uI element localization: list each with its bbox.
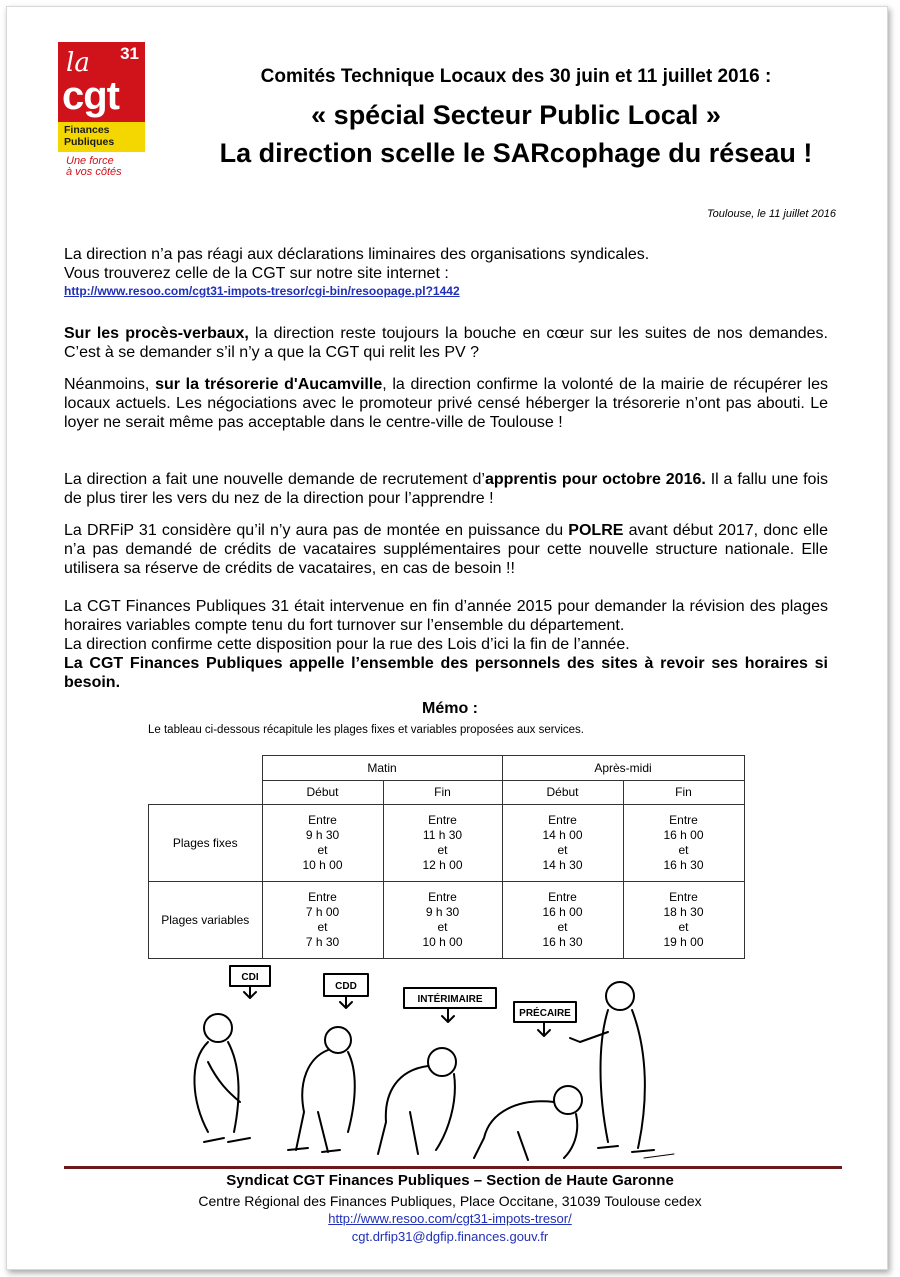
table-cell: Entre 16 h 00 et 16 h 30 <box>623 805 744 882</box>
col-header: Début <box>262 781 383 805</box>
table-cell: Entre 7 h 00 et 7 h 30 <box>262 882 383 959</box>
polre-bold: POLRE <box>568 522 624 539</box>
title-committees: Comités Technique Locaux des 30 juin et 11 juillet 2016 : <box>260 66 772 87</box>
label-cdd: CDD <box>335 981 357 992</box>
paragraph-aucamville <box>64 375 828 432</box>
app-text-b: Il a fallu une fois de plus tirer les vers du nez de la direction pour l’apprendre ! <box>64 471 829 507</box>
table-group-header-row <box>149 756 745 781</box>
document-date: Toulouse, le 11 juillet 2016 <box>706 208 836 220</box>
intro-line2: Vous trouverez celle de la CGT sur notre site internet : <box>64 265 449 282</box>
col-header: Début <box>502 781 623 805</box>
hor-bold: La CGT Finances Publiques appelle l’ensemble des personnels des sites à revoir ses horaires si besoin. <box>64 655 828 691</box>
logo-number: 31 <box>120 44 139 63</box>
group-header-matin: Matin <box>262 756 502 781</box>
row-label: Plages variables <box>149 882 263 959</box>
declaration-link[interactable]: http://www.resoo.com/cgt31-impots-tresor/cgi-bin/resoopage.pl?1442 <box>64 284 460 298</box>
col-header: Fin <box>623 781 744 805</box>
title-special: « spécial Secteur Public Local » <box>311 100 721 130</box>
table-cell: Entre 9 h 30 et 10 h 00 <box>262 805 383 882</box>
table-row <box>149 882 745 959</box>
logo-finances-publiques <box>64 124 114 148</box>
table-cell: Entre 14 h 00 et 14 h 30 <box>502 805 623 882</box>
logo-line2: Publiques <box>64 136 115 148</box>
logo-slogan-2: à vos côtés <box>66 166 122 178</box>
auc-text-b: , la direction confirme la volonté de la mairie de récupérer les locaux actuels. Les négociations avec le promoteur privé censé héberger la trésorerie n’ont pas abouti. Le loyer ne serait même pas acceptable dans le centre-ville de Toulouse ! <box>64 376 829 431</box>
footer-email-link[interactable]: cgt.drfip31@dgfip.finances.gouv.fr <box>351 1229 549 1244</box>
footer-rule <box>64 1166 842 1169</box>
paragraph-polre <box>64 521 828 578</box>
memo-subtitle: Le tableau ci-dessous récapitule les plages fixes et variables proposées aux services. <box>148 724 584 736</box>
table-cell: Entre 11 h 30 et 12 h 00 <box>383 805 502 882</box>
paragraph-proces-verbaux <box>64 324 828 362</box>
hor-text-b: La direction confirme cette disposition pour la rue des Lois d’ici la fin de l’année. <box>64 636 630 653</box>
row-label: Plages fixes <box>149 805 263 882</box>
title-headline: La direction scelle le SARcophage du réseau ! <box>219 138 813 168</box>
logo-cgt: cgt <box>62 74 119 118</box>
label-cdi: CDI <box>241 972 259 983</box>
group-header-apres-midi: Après-midi <box>502 756 744 781</box>
schedule-table <box>148 755 745 959</box>
app-bold: apprentis pour octobre 2016. <box>484 471 706 488</box>
table-row <box>149 805 745 882</box>
logo-la: la <box>66 48 90 78</box>
footer-address: Centre Régional des Finances Publiques, Place Occitane, 31039 Toulouse cedex <box>198 1193 702 1209</box>
app-text-a: La direction a fait une nouvelle demande de recrutement d’ <box>64 471 485 488</box>
paragraph-horaires <box>64 597 828 692</box>
footer-union-name: Syndicat CGT Finances Publiques – Section de Haute Garonne <box>226 1172 674 1189</box>
paragraph-apprentis <box>64 470 828 508</box>
polre-text-a: La DRFiP 31 considère qu’il n’y aura pas de montée en puissance du <box>64 522 569 539</box>
hor-text-a: La CGT Finances Publiques 31 était intervenue en fin d’année 2015 pour demander la révision des plages horaires variables compte tenu du fort turnover sur l’ensemble du département. <box>64 598 828 634</box>
auc-text-a: Néanmoins, <box>64 376 156 393</box>
label-precaire: PRÉCAIRE <box>519 1008 571 1019</box>
cgt-logo <box>58 42 145 179</box>
logo-slogan-1: Une force <box>66 155 114 167</box>
polre-text-b: avant début 2017, donc elle n’a pas demandé de crédits de vacataires supplémentaires pour cette nouvelle structure nationale. Elle utilisera sa réserve de crédits de vacataires, en cas de besoin !! <box>64 522 828 577</box>
logo-line1: Finances <box>64 124 110 136</box>
table-col-header-row <box>149 781 745 805</box>
intro-line1: La direction n’a pas réagi aux déclarations liminaires des organisations syndicales. <box>64 246 650 263</box>
logo-slogan <box>66 156 122 178</box>
label-interimaire: INTÉRIMAIRE <box>417 994 483 1005</box>
col-header: Fin <box>383 781 502 805</box>
auc-bold: sur la trésorerie d'Aucamville <box>155 376 383 393</box>
table-cell: Entre 9 h 30 et 10 h 00 <box>383 882 502 959</box>
cartoon-illustration <box>178 962 690 1164</box>
pv-text: la direction reste toujours la bouche en cœur sur les suites de nos demandes. C’est à se demander s’il n’y a que la CGT qui relit les PV ? <box>64 325 828 361</box>
table-cell: Entre 18 h 30 et 19 h 00 <box>623 882 744 959</box>
intro-paragraph <box>64 245 828 299</box>
pv-bold: Sur les procès-verbaux, <box>64 325 249 342</box>
table-cell: Entre 16 h 00 et 16 h 30 <box>502 882 623 959</box>
footer-website-link[interactable]: http://www.resoo.com/cgt31-impots-tresor/ <box>328 1211 572 1226</box>
memo-title: Mémo : <box>422 700 478 717</box>
